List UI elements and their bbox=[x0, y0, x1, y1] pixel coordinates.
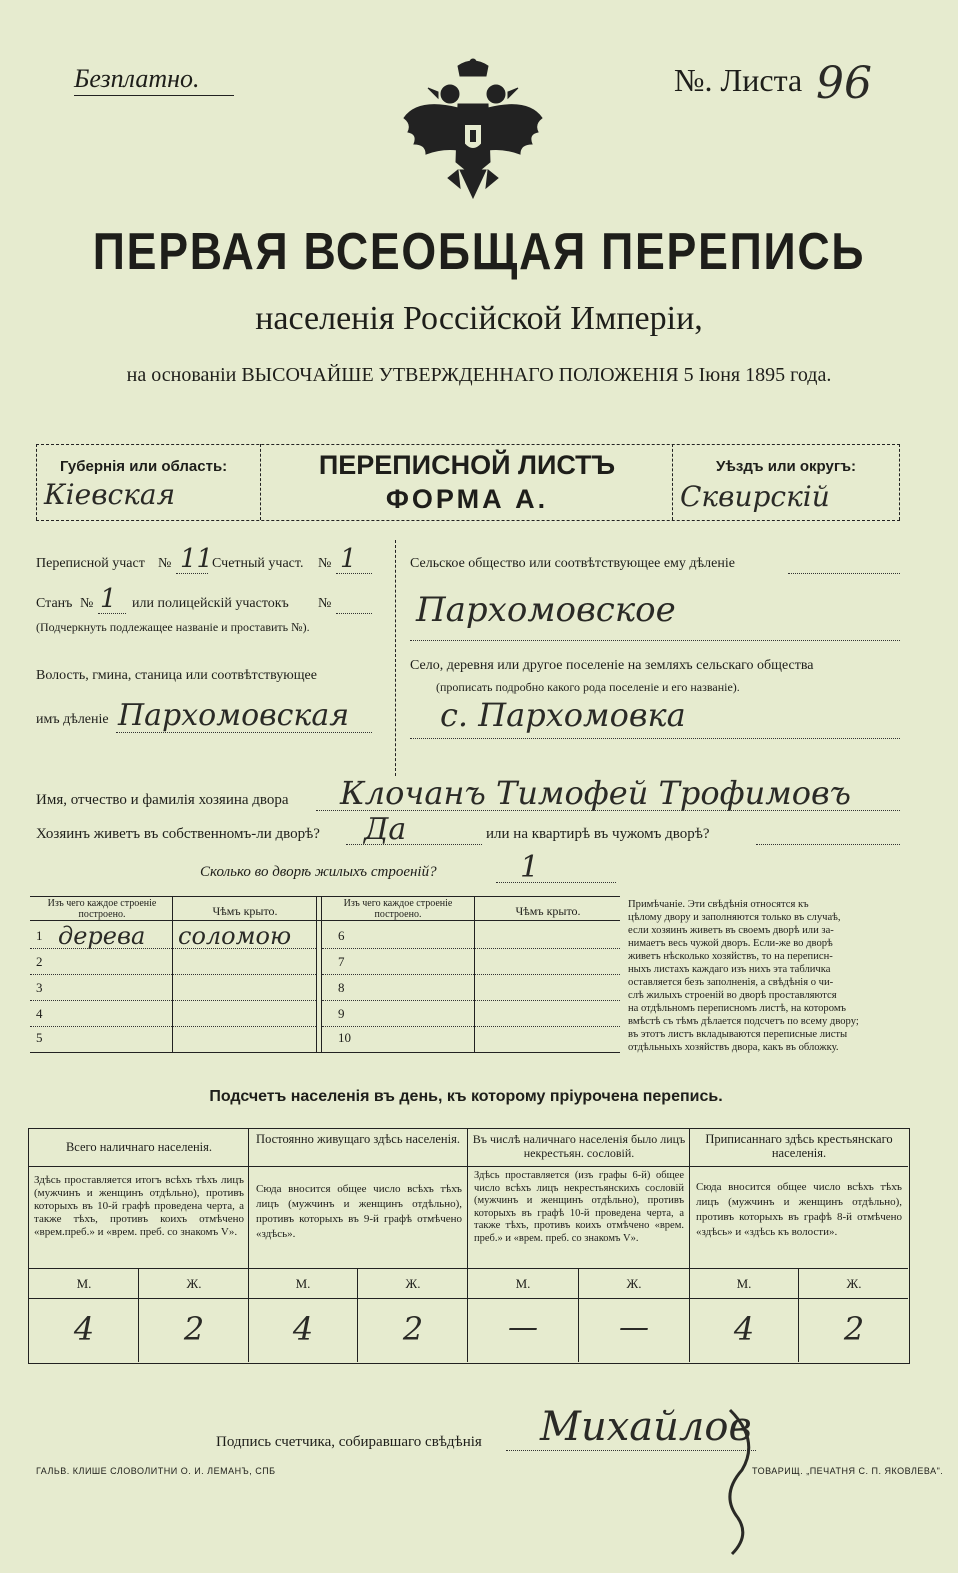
male-count: 4 bbox=[292, 1310, 314, 1348]
population-col-desc: Сюда вносится общее число всѣхъ тѣхъ лицъ (мужчинъ и женщинъ отдѣльно), противъ которыхъ въ 9-й графѣ отмѣчено «здѣсь». bbox=[256, 1183, 462, 1240]
male-label: М. bbox=[76, 1276, 92, 1291]
male-count: — bbox=[508, 1310, 538, 1345]
building-row-number: 5 bbox=[36, 1030, 43, 1045]
female-label: Ж. bbox=[846, 1276, 862, 1291]
free-label: Безплатно. bbox=[74, 64, 200, 93]
buildings-count-value: 1 bbox=[520, 850, 540, 885]
building-roof: соломою bbox=[178, 922, 292, 950]
male-label: М. bbox=[736, 1276, 752, 1291]
society-value: Пархомовское bbox=[416, 590, 676, 630]
male-count: 4 bbox=[73, 1310, 95, 1348]
population-col-desc: Сюда вносится общее число всѣхъ тѣхъ лицъ (мужчинъ и женщинъ отдѣльно), противъ которыхъ въ графѣ 8-й отмѣчено «здѣсь» и «здѣсь къ волости». bbox=[696, 1181, 902, 1238]
population-heading: Подсчетъ населенія въ день, къ которому пріурочена перепись. bbox=[209, 1088, 723, 1105]
village-label: Село, деревня или другое поселеніе на земляхъ сельскаго общества bbox=[410, 658, 814, 673]
female-label: Ж. bbox=[405, 1276, 421, 1291]
female-count: 2 bbox=[843, 1310, 865, 1348]
owner-name-value: Клочанъ Тимофей Трофимовъ bbox=[340, 774, 851, 812]
rented-yard-label: или на квартирѣ въ чужомъ дворѣ? bbox=[486, 826, 710, 842]
form-letter: ФОРМА А. bbox=[385, 484, 549, 514]
male-label: М. bbox=[515, 1276, 531, 1291]
building-row-number: 7 bbox=[338, 954, 345, 969]
census-area-value: 11 bbox=[180, 544, 214, 574]
population-col-title: Приписаннаго здѣсь крестьянскаго населенія. bbox=[705, 1132, 893, 1160]
form-basis: на основаніи ВЫСОЧАЙШЕ УТВЕРЖДЕННАГО ПОЛОЖЕНІЯ 5 Іюня 1895 года. bbox=[126, 364, 832, 386]
female-count: 2 bbox=[402, 1310, 424, 1348]
stan-value: 1 bbox=[100, 584, 117, 614]
police-station-label: или полицейскій участокъ bbox=[132, 596, 289, 611]
gubernia-value: Кіевская bbox=[44, 478, 176, 511]
building-row-number: 9 bbox=[338, 1006, 345, 1021]
volost-label-2: имъ дѣленіе bbox=[36, 712, 109, 727]
own-yard-label: Хозяинъ живетъ въ собственномъ-ли дворѣ? bbox=[36, 826, 320, 842]
village-note: (прописать подробно какого рода поселеніе и его названіе). bbox=[436, 680, 740, 694]
female-count: 2 bbox=[183, 1310, 205, 1348]
form-sheet-title: ПЕРЕПИСНОЙ ЛИСТЪ bbox=[318, 450, 616, 480]
double-headed-eagle-emblem bbox=[398, 58, 548, 208]
volost-label: Волость, гмина, станица или соотвѣтствующее bbox=[36, 668, 317, 683]
building-row-number: 4 bbox=[36, 1006, 43, 1021]
counter-signature: Михайлов bbox=[540, 1404, 752, 1450]
police-note: (Подчеркнуть подлежащее названіе и проставить №). bbox=[36, 620, 310, 634]
stan-no-label: № bbox=[80, 596, 94, 611]
building-material: дерева bbox=[58, 922, 146, 950]
building-row-number: 10 bbox=[338, 1030, 351, 1045]
buildings-note: Примѣчаніе. Эти свѣдѣнія относятся къ цѣлому двору и заполняются только въ случаѣ, если хозяинъ живетъ въ своемъ дворѣ или за- нимаетъ весь чужой дворъ. Если-же во дворѣ живетъ нѣсколько хозяйствъ, то на переписн- ныхъ листахъ каждаго изъ нихъ эта табличка оставляется безъ заполненія, а свѣдѣнія о чи- слѣ жилыхъ строеній во дворѣ проставляются на отдѣльномъ переписномъ листѣ, на которомъ вмѣстѣ съ тѣмъ дѣлается подсчетъ по всему двору; въ этотъ листъ вкладываются переписные листы отдѣльныхъ хозяйствъ двора, какъ въ обложку. bbox=[628, 899, 859, 1053]
signature-label: Подпись счетчика, собиравшаго свѣдѣнія bbox=[216, 1434, 482, 1450]
female-count: — bbox=[619, 1310, 649, 1345]
volost-value: Пархомовская bbox=[118, 698, 350, 733]
region-box-top bbox=[36, 444, 900, 445]
own-yard-value: Да bbox=[364, 812, 407, 847]
male-count: 4 bbox=[733, 1310, 755, 1348]
population-col-title: Въ числѣ наличнаго населенія было лицъ некрестьян. сословій. bbox=[472, 1132, 686, 1160]
building-row-number: 6 bbox=[338, 928, 345, 943]
owner-name-label: Имя, отчество и фамилія хозяина двора bbox=[36, 792, 289, 808]
female-label: Ж. bbox=[186, 1276, 202, 1291]
free-underline bbox=[74, 95, 234, 96]
census-area-no-label: № bbox=[158, 556, 172, 571]
sheet-number-value: 96 bbox=[816, 58, 872, 109]
population-col-desc: Здѣсь проставляется (изъ графы 6-й) общее число всѣхъ лицъ некрестьянскихъ сословій (мужчинъ и женщинъ отдѣльно), противъ которыхъ въ графѣ 10-й проведена черта, а также тѣхъ, противъ коихъ отмѣчено «врем. преб.» и «врем. преб. со знакомъ V». bbox=[474, 1170, 684, 1244]
police-no-label: № bbox=[318, 596, 332, 611]
middle-separator bbox=[395, 540, 396, 776]
region-box-bottom bbox=[36, 520, 900, 521]
census-area-label: Переписной участ bbox=[36, 556, 145, 571]
footer-left-imprint: ГАЛЬВ. КЛИШЕ СЛОВОЛИТНИ О. И. ЛЕМАНЪ, СПБ bbox=[36, 1466, 276, 1476]
population-col-title: Всего наличнаго населенія. bbox=[65, 1140, 213, 1154]
society-label: Сельское общество или соотвѣтствующее ему дѣленіе bbox=[410, 556, 735, 571]
building-row-number: 1 bbox=[36, 928, 43, 943]
count-area-label: Счетный участ. bbox=[212, 556, 304, 571]
signature-flourish bbox=[690, 1400, 770, 1560]
buildings-count-label: Сколько во дворѣ жилыхъ строеній? bbox=[200, 864, 437, 880]
male-label: М. bbox=[295, 1276, 311, 1291]
roof-col-header-2: Чѣмъ крыто. bbox=[515, 904, 581, 918]
uezd-value: Сквирскій bbox=[680, 480, 830, 513]
population-col-desc: Здѣсь проставляется итогъ всѣхъ тѣхъ лицъ (мужчинъ и женщинъ отдѣльно), противъ которыхъ въ 10-й графѣ проведена черта, а также тѣхъ, противъ коихъ отмѣчено «врем.преб.» и «врем. преб. со знакомъ V». bbox=[34, 1174, 244, 1238]
material-col-header: Изъ чего каждое строеніе построено. bbox=[47, 898, 157, 920]
roof-col-header: Чѣмъ крыто. bbox=[212, 904, 278, 918]
building-row-number: 8 bbox=[338, 980, 345, 995]
population-col-title: Постоянно живущаго здѣсь населенія. bbox=[256, 1132, 460, 1146]
form-main-title: ПЕРВАЯ ВСЕОБЩАЯ ПЕРЕПИСЬ bbox=[92, 223, 866, 281]
gubernia-label: Губернія или область: bbox=[60, 458, 228, 475]
form-subtitle: населенія Россійской Имперіи, bbox=[255, 300, 703, 337]
village-value: с. Пархомовка bbox=[440, 696, 686, 734]
building-row-number: 2 bbox=[36, 954, 43, 969]
material-col-header-2: Изъ чего каждое строеніе построено. bbox=[343, 898, 453, 920]
footer-right-imprint: ТОВАРИЩ. „ПЕЧАТНЯ С. П. ЯКОВЛЕВА". bbox=[752, 1466, 944, 1476]
building-row-number: 3 bbox=[36, 980, 43, 995]
count-area-no-label: № bbox=[318, 556, 332, 571]
stan-label: Станъ bbox=[36, 596, 73, 611]
sheet-number-label: №. Листа bbox=[674, 62, 803, 98]
count-area-value: 1 bbox=[340, 544, 357, 574]
female-label: Ж. bbox=[626, 1276, 642, 1291]
uezd-label: Уѣздъ или округъ: bbox=[716, 458, 857, 475]
